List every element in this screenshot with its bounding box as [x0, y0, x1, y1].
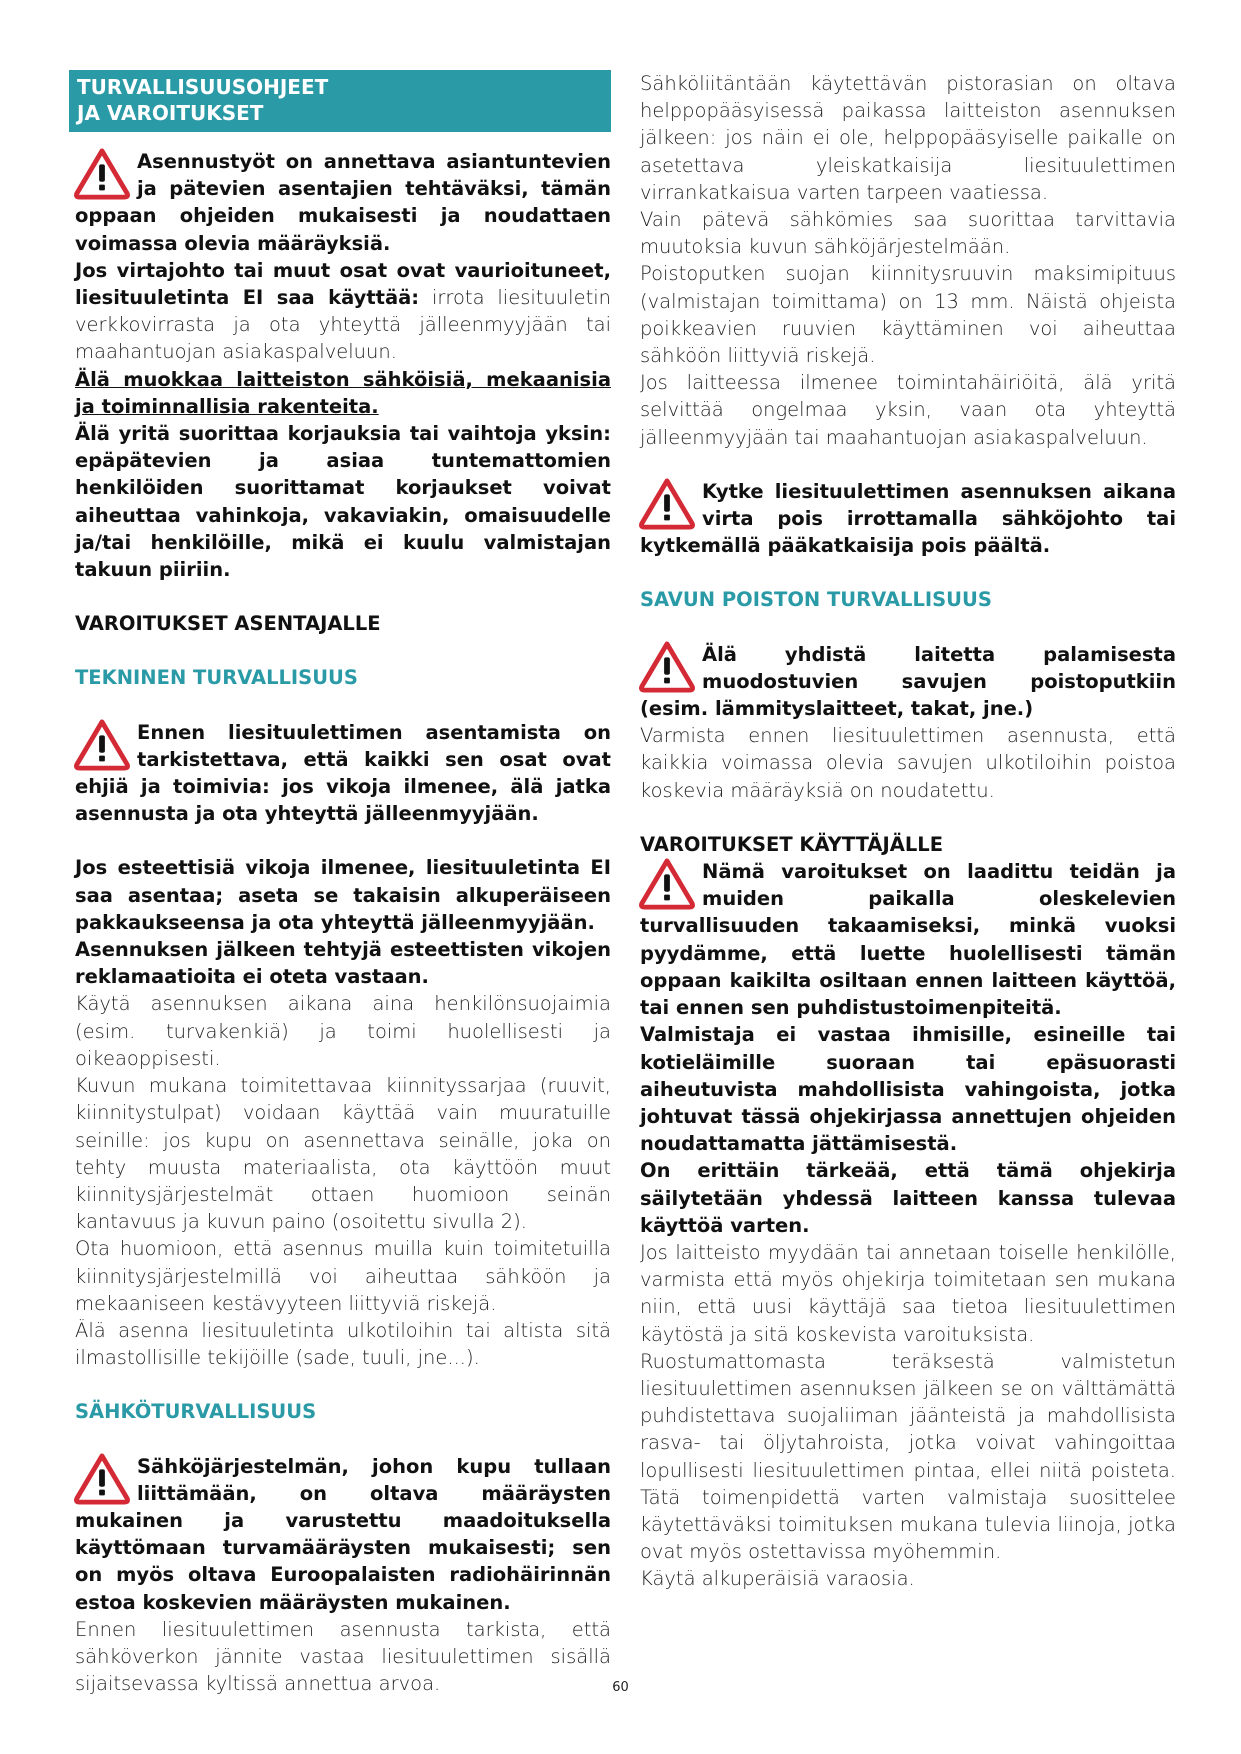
paragraph: Varmista ennen liesituulettimen asennusta, että kaikkia voimassa olevia savujen ulkotiloihin poistoa koskevia määräyksiä on noudatettu.	[640, 724, 1176, 802]
paragraph: Älä asenna liesituuletinta ulkotiloihin tai altista sitä ilmastollisille tekijöille (sade, tuuli, jne...).	[75, 1318, 611, 1370]
paragraph-bold: On erittäin tärkeää, että tämä ohjekirja säilytetään yhdessä laitteen kanssa tulevaa käyttöä varten.	[640, 1159, 1176, 1237]
warning-block-electrical	[75, 1453, 611, 1616]
section-title-band	[69, 70, 611, 132]
warning-text: Asennustyöt on annettava asiantuntevien ja pätevien asentajien tehtäväksi, tämän oppaan ohjeiden mukaisesti ja noudattaen voimassa olevia määräyksiä.	[75, 150, 611, 255]
warning-block-installers	[75, 148, 611, 257]
warning-block-smoke	[640, 641, 1176, 723]
paragraph	[75, 257, 611, 366]
paragraph-bold: Jos esteettisiä vikoja ilmenee, liesituuletinta EI saa asentaa; aseta se takaisin alkuperäiseen pakkaukseensa ja ota yhteyttä jälleenmyyjään.	[75, 856, 611, 934]
heading-electrical-safety: SÄHKÖTURVALLISUUS	[75, 1400, 317, 1424]
paragraph: Ruostumattomasta teräksestä valmistetun liesituulettimen asennuksen jälkeen se on välttämättä puhdistettava suojaliiman jäänteistä ja mahdollisista rasva- tai öljytahroista, jotka voivat vahingoittaa lopullisesti liesituulettimen pintaa, ellei niitä poisteta. Tätä toimenpidettä varten valmistaja suosittelee käytettäväksi toimituksen mukana tulevia liinoja, jotka ovat myös ostettavissa myöhemmin.	[640, 1349, 1176, 1564]
heading-installer-warnings: VAROITUKSET ASENTAJALLE	[75, 612, 381, 636]
heading-smoke-safety: SAVUN POISTON TURVALLISUUS	[640, 588, 992, 612]
paragraph: Poistoputken suojan kiinnitysruuvin maksimipituus (valmistajan toimittama) on 13 mm. Näistä ohjeista poikkeavien ruuvien käyttäminen voi aiheuttaa sähköön liittyviä riskejä.	[640, 262, 1176, 368]
heading-user-warnings: VAROITUKSET KÄYTTÄJÄLLE	[640, 832, 944, 856]
paragraph: Käytä alkuperäisiä varaosia.	[640, 1567, 915, 1591]
right-column	[640, 70, 1176, 1593]
page-number: 60	[612, 1680, 629, 1695]
warning-text: Sähköjärjestelmän, johon kupu tullaan liittämään, on oltava määräysten mukainen ja varustettu maadoituksella käyttömaan turvamääräysten mukaisesti; sen on myös oltava Euroopalaisten radiohäirinnän estoa koskevien määräysten mukainen.	[75, 1454, 611, 1614]
left-column	[75, 70, 611, 1697]
paragraph: Sähköliitäntään käytettävän pistorasian on oltava helppopääsyisessä paikassa laitteiston asennuksen jälkeen: jos näin ei ole, helppopääsyiselle paikalle on asetettava yleiskatkaisija liesituulettimen virrankatkaisua varten tarpeen vaatiessa.	[640, 72, 1176, 204]
warning-triangle-icon	[73, 719, 131, 771]
title-line-1: TURVALLISUUSOHJEET	[77, 75, 329, 99]
heading-technical-safety: TEKNINEN TURVALLISUUS	[75, 666, 358, 690]
warning-text: Nämä varoitukset on laadittu teidän ja muiden paikalla oleskelevien turvallisuuden takaamiseksi, minkä vuoksi pyydämme, että luette huolellisesti tämän oppaan kaikilta osiltaan ennen laitteen käyttöä, tai ennen sen puhdistustoimenpiteitä.	[640, 860, 1176, 1020]
title-line-2: JA VAROITUKSET	[77, 101, 264, 125]
paragraph-bold: Jos virtajohto tai muut osat ovat vaurioituneet, liesituuletinta EI saa käyttää:	[75, 258, 611, 310]
warning-triangle-icon	[73, 148, 131, 200]
warning-text: Ennen liesituulettimen asentamista on tarkistettava, että kaikki sen osat ovat ehjiä ja toimivia: jos vikoja ilmenee, älä jatka asennusta ja ota yhteyttä jälleenmyyjään.	[75, 720, 611, 826]
paragraph-underlined: Älä muokkaa laitteiston sähköisiä, mekaanisia ja toiminnallisia rakenteita.	[75, 367, 611, 418]
paragraph: Ennen liesituulettimen asennusta tarkista, että sähköverkon jännite vastaa liesituulettimen sisällä sijaitsevassa kyltissä annettua arvoa.	[75, 1617, 611, 1696]
paragraph-bold: Asennuksen jälkeen tehtyjä esteettisten vikojen reklamaatioita ei oteta vastaan.	[75, 938, 611, 989]
paragraph: Vain pätevä sähkömies saa suorittaa tarvittavia muutoksia kuvun sähköjärjestelmään.	[640, 208, 1176, 259]
warning-triangle-icon	[73, 1453, 131, 1505]
warning-triangle-icon	[638, 858, 696, 910]
warning-block-power-off	[640, 478, 1176, 560]
paragraph-bold: Älä yritä suorittaa korjauksia tai vaihtoja yksin: epäpätevien ja asiaa tuntemattomien henkilöiden suorittamat korjaukset voivat aiheuttaa vahinkoja, vakaviakin, omaisuudelle ja/tai henkilöille, mikä ei kuulu valmistajan takuun piiriin.	[75, 422, 611, 582]
warning-triangle-icon	[638, 478, 696, 530]
warning-triangle-icon	[638, 641, 696, 693]
paragraph: Kuvun mukana toimitettavaa kiinnityssarjaa (ruuvit, kiinnitystulpat) voidaan käyttää vain muuratuille seinille: jos kupu on asennettava seinälle, joka on tehty muusta materiaalista, ota käyttöön muut kiinnitysjärjestelmät ottaen huomioon seinän kantavuus ja kuvun paino (osoitettu sivulla 2).	[75, 1074, 611, 1234]
warning-text: Älä yhdistä laitetta palamisesta muodostuvien savujen poistoputkiin (esim. lämmityslaitteet, takat, jne.)	[640, 642, 1176, 721]
warning-block-technical	[75, 719, 611, 828]
paragraph: Jos laitteisto myydään tai annetaan toiselle henkilölle, varmista että myös ohjekirja toimitetaan sen mukana niin, että uusi käyttäjä saa tietoa liesituulettimen käytöstä ja sitä koskevista varoituksista.	[640, 1240, 1176, 1346]
paragraph-bold: Valmistaja ei vastaa ihmisille, esineille tai kotieläimille suoraan tai epäsuorasti aiheutuvista mahdollisista vahingoista, jotka johtuvat tässä ohjekirjassa annettujen ohjeiden noudattamatta jättämisestä.	[640, 1023, 1176, 1156]
warning-block-users	[640, 858, 1176, 1021]
paragraph: Ota huomioon, että asennus muilla kuin toimitetuilla kiinnitysjärjestelmillä voi aiheuttaa sähköön ja mekaaniseen kestävyyteen liittyviä riskejä.	[75, 1237, 611, 1315]
paragraph: Käytä asennuksen aikana aina henkilönsuojaimia (esim. turvakenkiä) ja toimi huolellisesti ja oikeaoppisesti.	[75, 992, 611, 1070]
warning-text: Kytke liesituulettimen asennuksen aikana virta pois irrottamalla sähköjohto tai kytkemällä pääkatkaisija pois päältä.	[640, 479, 1176, 558]
paragraph-rest: irrota liesituuletin verkkovirrasta ja ota yhteyttä jälleenmyyjään tai maahantuojan asiakaspalveluun.	[75, 286, 611, 364]
paragraph: Jos laitteessa ilmenee toimintahäiriöitä, älä yritä selvittää ongelmaa yksin, vaan ota yhteyttä jälleenmyyjään tai maahantuojan asiakaspalveluun.	[640, 371, 1176, 449]
